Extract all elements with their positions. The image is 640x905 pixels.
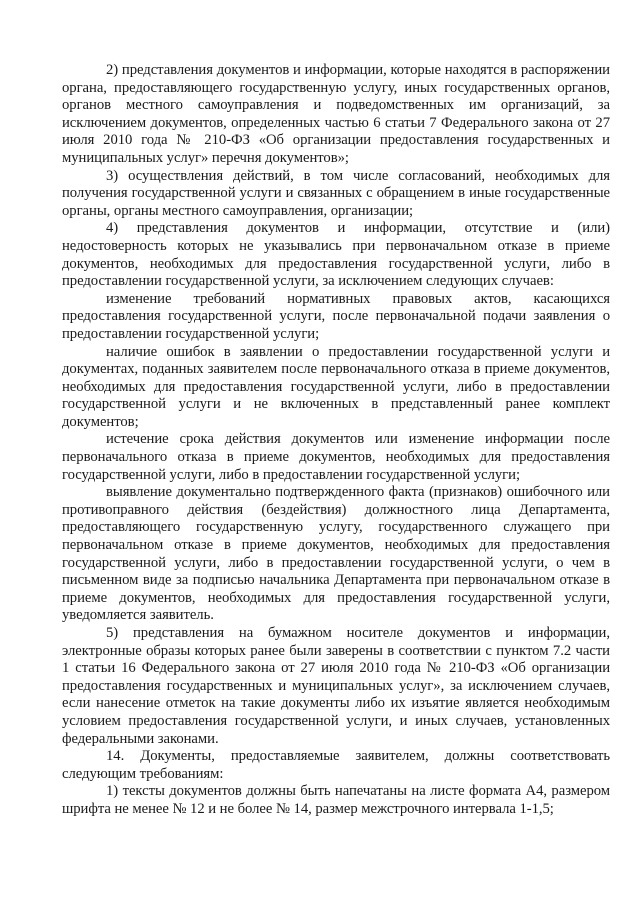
paragraph-exception-errors: наличие ошибок в заявлении о предоставлении государственной услуги и документах, поданных заявителем после первоначального отказа в приеме документов, необходимых для предоставления государственной услуги, либо в предоставлении государственной услуги и не включенных в представленный ранее комплект документов; <box>62 343 610 430</box>
paragraph-section-14: 14. Документы, предоставляемые заявителем, должны соответствовать следующим требованиям: <box>62 748 610 782</box>
paragraph-exception-requirements-change: изменение требований нормативных правовых актов, касающихся предоставления государственной услуги, после первоначальной подачи заявления о предоставлении государственной услуги; <box>62 290 610 342</box>
paragraph-item-4: 4) представления документов и информации, отсутствие и (или) недостоверность которых не указывались при первоначальном отказе в приеме документов, необходимых для предоставления государственной услуги, либо в предоставлении государственной услуги, за исключением следующих случаев: <box>62 220 610 290</box>
paragraph-item-3: 3) осуществления действий, в том числе согласований, необходимых для получения государственной услуги и связанных с обращением в иные государственные органы, органы местного самоуправления, организации; <box>62 167 610 219</box>
paragraph-item-5: 5) представления на бумажном носителе документов и информации, электронные образы которых ранее были заверены в соответствии с пунктом 7.2 части 1 статьи 16 Федерального закона от 27 июля 2010 года № 210-ФЗ «Об организации предоставления государственных и муниципальных услуг», за исключением случаев, если нанесение отметок на такие документы либо их изъятие является необходимым условием предоставления государственной услуги, и иных случаев, установленных федеральными законами. <box>62 625 610 747</box>
paragraph-requirement-1: 1) тексты документов должны быть напечатаны на листе формата А4, размером шрифта не менее № 12 и не более № 14, размер межстрочного интервала 1-1,5; <box>62 783 610 817</box>
paragraph-exception-expiry: истечение срока действия документов или изменение информации после первоначального отказа в приеме документов, необходимых для предоставления государственной услуги, либо в предоставлении государственной услуги; <box>62 431 610 483</box>
document-page <box>62 62 610 819</box>
paragraph-exception-official-error: выявление документально подтвержденного факта (признаков) ошибочного или противоправного действия (бездействия) должностного лица Департамента, предоставляющего государственную услугу, государственного служащего при первоначальном отказе в приеме документов, необходимых для предоставления государственной услуги, либо в предоставлении государственной услуги, о чем в письменном виде за подписью начальника Департамента при первоначальном отказе в приеме документов, необходимых для предоставления государственной услуги, уведомляется заявитель. <box>62 484 610 624</box>
paragraph-item-2: 2) представления документов и информации, которые находятся в распоряжении органа, предоставляющего государственную услугу, иных государственных органов, органов местного самоуправления и подведомственных им организаций, за исключением документов, определенных частью 6 статьи 7 Федерального закона от 27 июля 2010 года № 210-ФЗ «Об организации предоставления государственных и муниципальных услуг» перечня документов»; <box>62 62 610 166</box>
